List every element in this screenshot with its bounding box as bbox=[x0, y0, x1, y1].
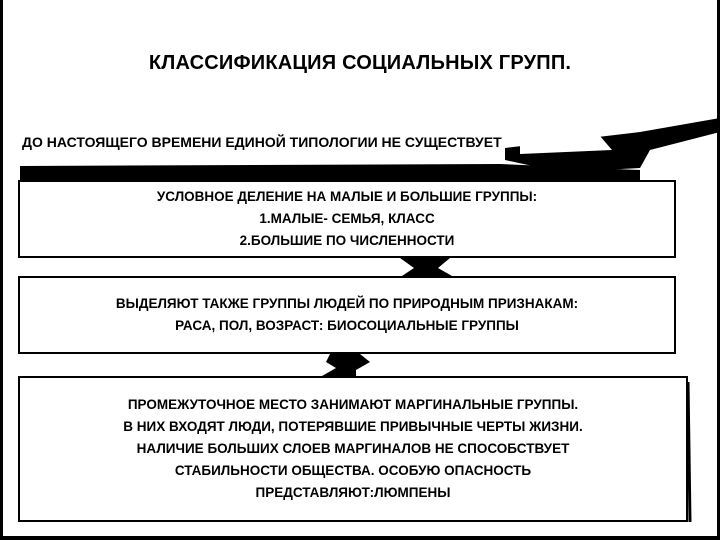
box-line: НАЛИЧИЕ БОЛЬШИХ СЛОЕВ МАРГИНАЛОВ НЕ СПОСОБСТВУЕТ bbox=[136, 441, 570, 456]
box-line: ВЫДЕЛЯЮТ ТАКЖЕ ГРУППЫ ЛЮДЕЙ ПО ПРИРОДНЫМ ПРИЗНАКАМ: bbox=[115, 296, 579, 311]
box-line: РАСА, ПОЛ, ВОЗРАСТ: БИОСОЦИАЛЬНЫЕ ГРУППЫ bbox=[175, 318, 519, 333]
box-line: 1.МАЛЫЕ- СЕМЬЯ, КЛАСС bbox=[259, 211, 435, 226]
box-line: ПРЕДСТАВЛЯЮТ:ЛЮМПЕНЫ bbox=[255, 485, 451, 500]
content-box-marginal-groups bbox=[18, 376, 688, 522]
content-box-small-large-groups bbox=[18, 180, 676, 258]
content-box-natural-features bbox=[18, 276, 676, 354]
slide-title: КЛАССИФИКАЦИЯ СОЦИАЛЬНЫХ ГРУПП. bbox=[148, 52, 572, 74]
box-line: 2.БОЛЬШИЕ ПО ЧИСЛЕННОСТИ bbox=[239, 233, 455, 248]
box-line: СТАБИЛЬНОСТИ ОБЩЕСТВА. ОСОБУЮ ОПАСНОСТЬ bbox=[174, 463, 532, 478]
box-line: УСЛОВНОЕ ДЕЛЕНИЕ НА МАЛЫЕ И БОЛЬШИЕ ГРУППЫ: bbox=[156, 189, 538, 204]
box-line: ПРОМЕЖУТОЧНОЕ МЕСТО ЗАНИМАЮТ МАРГИНАЛЬНЫЕ ГРУППЫ. bbox=[127, 397, 579, 412]
slide-subtitle: ДО НАСТОЯЩЕГО ВРЕМЕНИ ЕДИНОЙ ТИПОЛОГИИ НЕ СУЩЕСТВУЕТ bbox=[22, 134, 502, 150]
box-line: В НИХ ВХОДЯТ ЛЮДИ, ПОТЕРЯВШИЕ ПРИВЫЧНЫЕ ЧЕРТЫ ЖИЗНИ. bbox=[123, 419, 583, 434]
